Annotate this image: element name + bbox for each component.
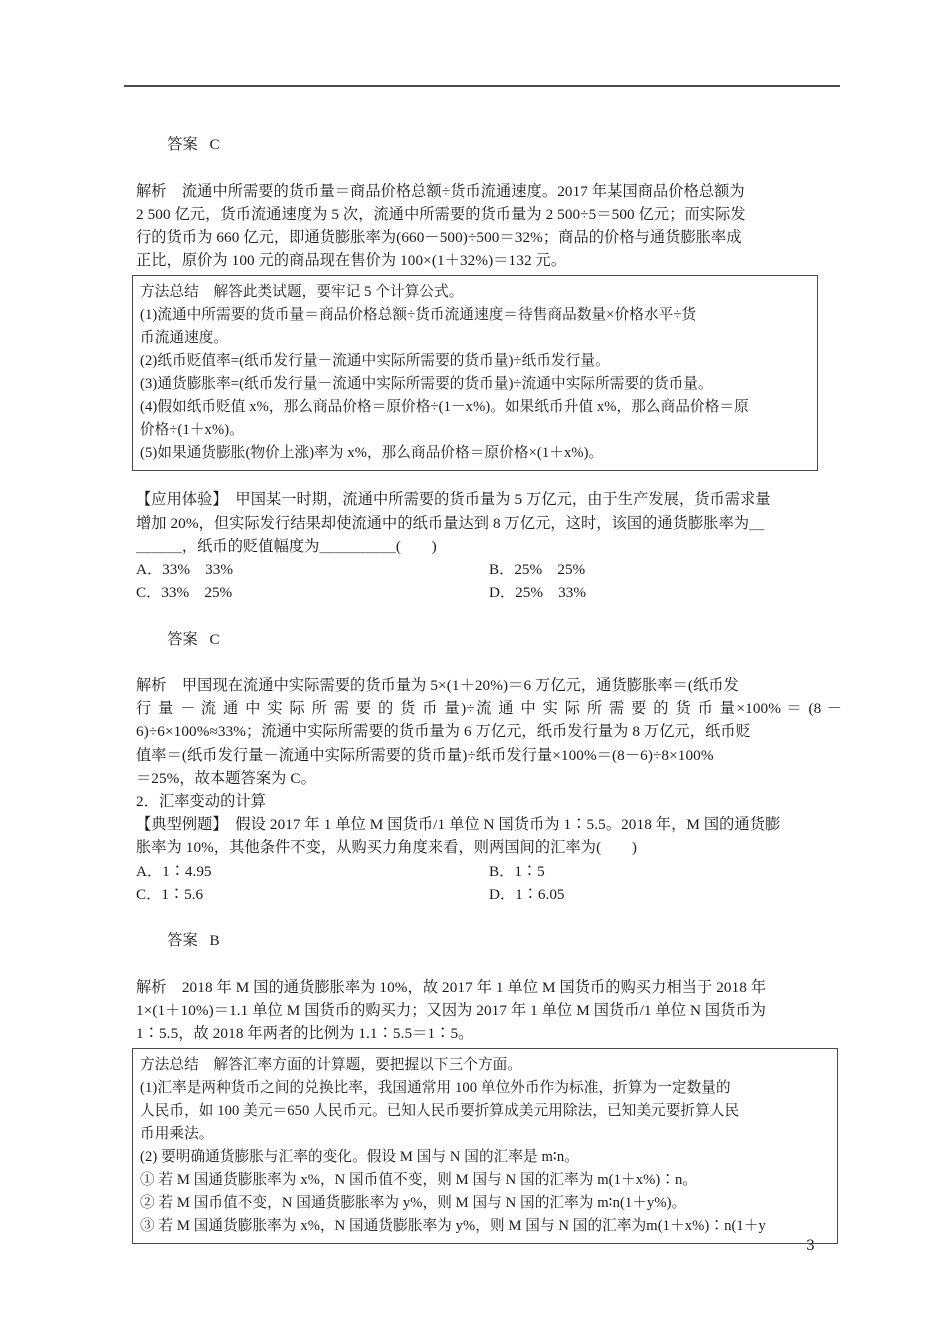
application-analysis-line-3: 值率＝(纸币发行量－流通中实际所需要的货币量)÷纸币发行量×100%＝(8－6)÷8×100%	[136, 746, 714, 764]
section-2-options-row-1	[136, 860, 842, 883]
application-analysis-line-1: 行 量 － 流 通 中 实 际 所 需 要 的 货 币 量)÷流 通 中 实 际 所 需 要 的 货 币 量×100% ＝ (8 －	[136, 700, 842, 718]
application-answer-label: 答案	[167, 629, 198, 648]
method-box-2-title-line	[140, 1053, 830, 1077]
method-box-2-item-6: ③ 若 M 国通货膨胀率为 x%，N 国通货膨胀率为 y%，则 M 国与 N 国的汇率为m(1＋x%)∶n(1＋y	[140, 1218, 766, 1235]
header-rule	[124, 85, 840, 87]
method-box-2-item-3: (2) 要明确通货膨胀与汇率的变化。假设 M 国与 N 国的汇率是 m∶n。	[140, 1149, 579, 1166]
answer-value-1: C	[209, 136, 220, 154]
section-2-options-row-2	[136, 883, 842, 906]
section-2-stem-line-1: 胀率为 10%，其他条件不变，从购买力角度来看，则两国间的汇率为( )	[136, 839, 637, 857]
method-box-1-item-2: (2)纸币贬值率=(纸币发行量－流通中实际所需要的货币量)÷纸币发行量。	[140, 353, 610, 370]
analysis-line-1-2: 行的货币为 660 亿元，即通货膨胀率为(660－500)÷500＝32%；商品的价格与通货膨胀率成	[136, 229, 742, 247]
application-option-b[interactable]: B．25% 25%	[489, 561, 586, 579]
method-box-1-item-5: 价格÷(1＋x%)。	[140, 422, 244, 439]
application-question	[136, 488, 842, 790]
section-2-option-b[interactable]: B．1∶5	[489, 862, 545, 880]
spacer-after-box-1	[136, 471, 842, 488]
method-box-1-item-6: (5)如果通货膨胀(物价上涨)率为 x%，那么商品价格＝原价格×(1＋x%)。	[140, 445, 604, 462]
application-analysis-line-2: 6)÷6×100%≈33%；流通中实际所需要的货币量为 6 万亿元，纸币发行量为 8 万亿元，纸币贬	[136, 723, 751, 741]
method-box-1-intro: 解答此类试题，要牢记 5 个计算公式。	[198, 284, 464, 301]
method-summary-box-2	[132, 1048, 838, 1244]
application-stem-line-0	[136, 488, 842, 511]
page-content	[136, 110, 842, 1244]
analysis-line-1-1: 2 500 亿元，货币流通速度为 5 次，流通中所需要的货币量为 2 500÷5＝500 亿元；而实际发	[136, 205, 746, 223]
method-box-1-item-1: 币流通速度。	[140, 330, 229, 347]
method-box-1-title: 方法总结	[140, 283, 199, 301]
application-tag: 【应用体验】	[136, 490, 221, 509]
application-option-a[interactable]: A．33% 33%	[136, 561, 234, 579]
analysis-line-1-0	[136, 180, 842, 203]
application-option-d[interactable]: D．25% 33%	[489, 584, 587, 602]
method-box-2-item-1: 人民币，如 100 美元＝650 人民币元。已知人民币要折算成美元用除法，已知美元要折算人民	[140, 1103, 740, 1120]
section-2-answer-value: B	[209, 932, 220, 950]
section-2-analysis-line-1: 1×(1＋10%)＝1.1 单位 M 国货币的购买力；又因为 2017 年 1 单位 M 国货币/1 单位 N 国货币为	[136, 1001, 767, 1019]
method-box-1-title-line	[140, 280, 810, 304]
application-analysis-line-4: ＝25%，故本题答案为 C。	[136, 769, 316, 787]
method-summary-box-1	[132, 275, 818, 471]
application-analysis-text-0: 甲国现在流通中实际需要的货币量为 5×(1＋20%)＝6 万亿元，通货膨胀率＝(纸币发	[166, 677, 739, 695]
section-2-option-c[interactable]: C．1∶5.6	[136, 885, 204, 903]
application-option-c[interactable]: C．33% 25%	[136, 584, 233, 602]
section-2-answer-line	[136, 906, 842, 976]
page-number: 3	[806, 1238, 815, 1254]
section-2-analysis-label: 解析	[136, 977, 167, 996]
section-2-answer-label: 答案	[167, 931, 198, 950]
method-box-2-item-2: 币用乘法。	[140, 1126, 214, 1143]
application-analysis-line-0	[136, 674, 842, 697]
answer-line-1	[136, 110, 842, 180]
section-2-option-d[interactable]: D．1∶6.05	[489, 885, 565, 903]
section-2-tag: 【典型例题】	[136, 815, 221, 834]
method-box-2-intro: 解答汇率方面的计算题，要把握以下三个方面。	[198, 1057, 523, 1074]
application-stem-text-0: 甲国某一时期，流通中所需要的货币量为 5 万亿元，由于生产发展，货币需求量	[220, 491, 771, 509]
application-stem-line-2: ＿＿＿，纸币的贬值幅度为＿＿＿＿＿( )	[136, 537, 437, 555]
analysis-line-1-3: 正比，原价为 100 元的商品现在售价为 100×(1＋32%)＝132 元。	[136, 252, 567, 270]
method-box-2-item-4: ① 若 M 国通货膨胀率为 x%，N 国币值不变，则 M 国与 N 国的汇率为 m(1＋x%)∶n。	[140, 1172, 698, 1189]
analysis-text-1-0: 流通中所需要的货币量＝商品价格总额÷货币流通速度。2017 年某国商品价格总额为	[166, 182, 745, 200]
method-box-2-item-5: ② 若 M 国币值不变，N 国通货膨胀率为 y%，则 M 国与 N 国的汇率为 m∶n(1＋y%)。	[140, 1195, 687, 1212]
application-analysis-label: 解析	[136, 676, 167, 695]
section-2-analysis-text-0: 2018 年 M 国的通货膨胀率为 10%，故 2017 年 1 单位 M 国货币的购买力相当于 2018 年	[166, 978, 767, 996]
method-box-2-item-0: (1)汇率是两种货币之间的兑换比率，我国通常用 100 单位外币作为标准，折算为一定数量的	[140, 1080, 731, 1097]
section-2-option-a[interactable]: A．1∶4.95	[136, 862, 212, 880]
answer-label-1: 答案	[167, 135, 198, 154]
section-2-analysis-line-0	[136, 976, 842, 999]
section-answer-block-1	[136, 110, 842, 272]
method-box-2-title: 方法总结	[140, 1056, 199, 1074]
application-options-row-2	[136, 581, 842, 604]
section-2-stem-line-0	[136, 813, 842, 836]
analysis-label-1: 解析	[136, 181, 167, 200]
section-2	[136, 790, 842, 1045]
application-answer-line	[136, 604, 842, 674]
application-answer-value: C	[209, 630, 220, 648]
method-box-1-item-3: (3)通货膨胀率=(纸币发行量－流通中实际所需要的货币量)÷流通中实际所需要的货币量。	[140, 376, 713, 393]
application-options-row-1	[136, 558, 842, 581]
section-2-analysis-line-2: 1∶5.5，故 2018 年两者的比例为 1.1∶5.5＝1∶5。	[136, 1025, 474, 1043]
section-2-heading: 2．汇率变动的计算	[136, 793, 266, 811]
method-box-1-item-0: (1)流通中所需要的货币量＝商品价格总额÷货币流通速度＝待售商品数量×价格水平÷货	[140, 307, 697, 324]
section-2-stem-text-0: 假设 2017 年 1 单位 M 国货币/1 单位 N 国货币为 1∶5.5。2018 年，M 国的通货膨	[220, 816, 781, 834]
method-box-1-item-4: (4)假如纸币贬值 x%，那么商品价格＝原价格÷(1－x%)。如果纸币升值 x%，那么商品价格＝原	[140, 399, 749, 416]
application-stem-line-1: 增加 20%，但实际发行结果却使流通中的纸币量达到 8 万亿元，这时，该国的通货膨胀率为＿	[136, 514, 765, 532]
